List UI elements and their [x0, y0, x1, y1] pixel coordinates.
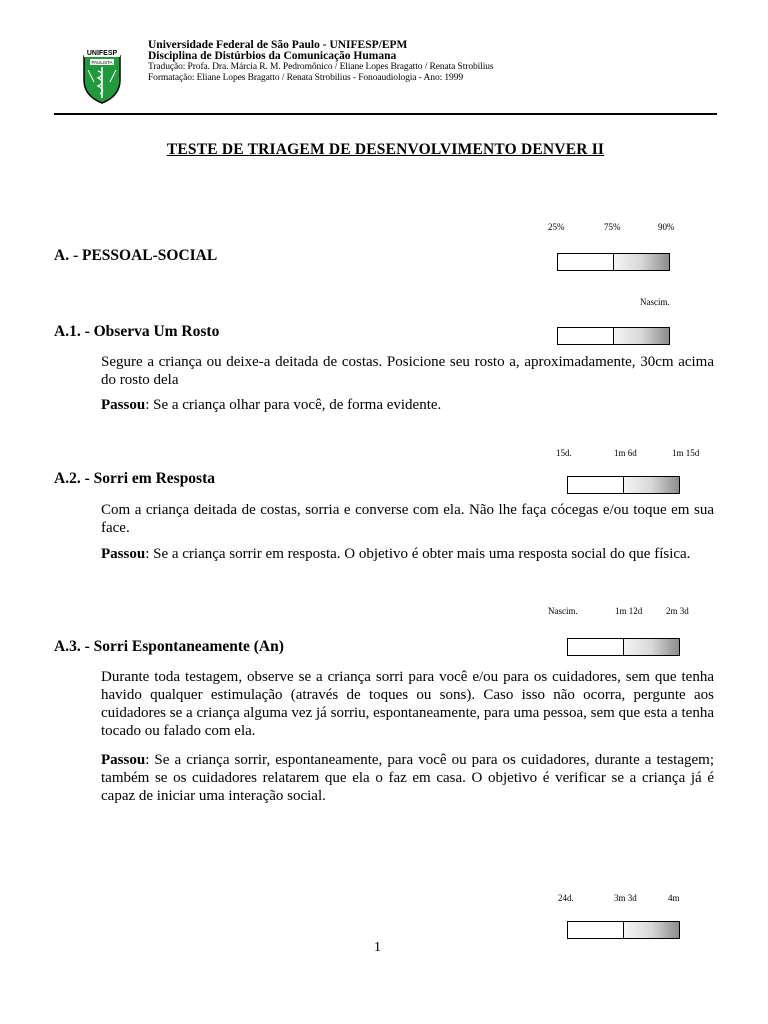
a3-age-3: 2m 3d — [666, 606, 689, 616]
a2-age-1: 15d. — [556, 448, 572, 458]
a3-age-1: Nascim. — [548, 606, 578, 616]
a4-age-2: 3m 3d — [614, 893, 637, 903]
a2-title: A.2. - Sorri em Resposta — [54, 470, 216, 487]
a3-age-bar — [567, 638, 680, 656]
a3-pass — [101, 751, 714, 805]
page-number: 1 — [374, 940, 381, 955]
a2-age-2: 1m 6d — [614, 448, 637, 458]
a4-age-1: 24d. — [558, 893, 574, 903]
legend-75: 75% — [604, 222, 621, 232]
a4-age-bar — [567, 921, 680, 939]
a2-age-3: 1m 15d — [672, 448, 700, 458]
header-divider — [54, 113, 717, 115]
logo-text: UNIFESP — [86, 50, 118, 57]
a1-pass — [101, 396, 714, 414]
header-university: Universidade Federal de São Paulo - UNIFESP/EPM — [148, 39, 408, 51]
a3-age-2: 1m 12d — [615, 606, 643, 616]
unifesp-logo — [80, 46, 124, 104]
legend-25: 25% — [548, 222, 565, 232]
a1-pass-text: : Se a criança olhar para você, de forma evidente. — [145, 397, 442, 413]
a3-title: A.3. - Sorri Espontaneamente (An) — [54, 638, 284, 655]
header-translation: Tradução: Profa. Dra. Márcia R. M. Pedromônico / Eliane Lopes Bragatto / Renata Strobilius — [148, 62, 494, 72]
header-formatting: Formatação: Eliane Lopes Bragatto / Renata Strobilius - Fonoaudiologia - Ano: 1999 — [148, 73, 464, 83]
header-block — [148, 40, 708, 84]
a2-instruction: Com a criança deitada de costas, sorria e converse com ela. Não lhe faça cócegas e/ou toque em sua face. — [101, 502, 714, 536]
header-discipline: Disciplina de Distúrbios da Comunicação Humana — [148, 50, 397, 62]
page-title: TESTE DE TRIAGEM DE DESENVOLVIMENTO DENVER II — [166, 141, 605, 158]
a1-pass-label: Passou — [101, 397, 146, 413]
section-age-bar — [557, 253, 670, 271]
logo-sub: PAULISTA — [91, 60, 113, 65]
a3-pass-text: : Se a criança sorrir, espontaneamente, para você ou para os cuidadores, durante a testagem; também se os cuidadores relatarem que ela o faz em casa. O objetivo é verificar se a criança já é capaz de iniciar uma interação social. — [101, 752, 714, 804]
a3-pass-label: Passou — [101, 752, 146, 768]
a1-age-bar — [557, 327, 670, 345]
a1-instruction: Segure a criança ou deixe-a deitada de costas. Posicione seu rosto a, aproximadamente, 30cm acima do rosto dela — [101, 354, 714, 388]
a1-title: A.1. - Observa Um Rosto — [54, 323, 220, 340]
a2-age-bar — [567, 476, 680, 494]
a2-pass — [101, 545, 714, 563]
a3-instruction: Durante toda testagem, observe se a criança sorri para você e/ou para os cuidadores, sem que tenha havido qualquer estimulação (através de toques ou sons). Caso isso não ocorra, pergunte aos cuidadores se a criança alguma vez já sorriu, espontaneamente, para uma pessoa, sem que esta a tenha tocado ou falado com ela. — [101, 669, 714, 739]
legend-90: 90% — [658, 222, 675, 232]
section-title: A. - PESSOAL-SOCIAL — [54, 247, 218, 264]
a4-age-3: 4m — [668, 893, 680, 903]
a2-pass-label: Passou — [101, 546, 146, 562]
a1-age-label: Nascim. — [640, 297, 670, 307]
a2-pass-text: : Se a criança sorrir em resposta. O objetivo é obter mais uma resposta social do que física. — [145, 546, 691, 562]
